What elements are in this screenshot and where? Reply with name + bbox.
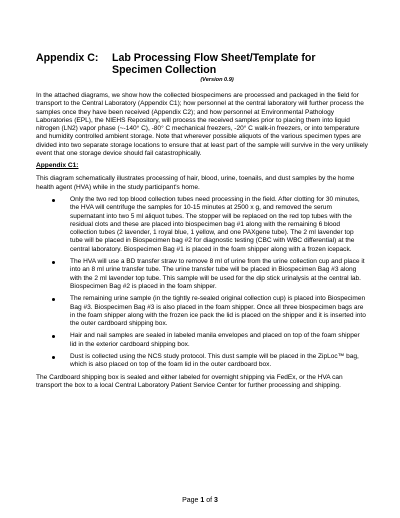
bullet-icon bbox=[52, 298, 55, 301]
list-item-text: Hair and nail samples are sealed in labeled manila envelopes and placed on top of the foam shipper lid in the exterior cardboard shipping box. bbox=[70, 332, 360, 348]
list-item-text: Only the two red top blood collection tubes need processing in the field. After clotting for 30 minutes, the HVA will centrifuge the samples for 10-15 minutes at 2500 x g, and removed the serum supernatant into two 5 ml aliquot tubes. The stopper will be replaced on the red top tubes with the residual clots and these are placed into biospecimen bag #1 along with the remaining 6 blood collection tubes (2 lavender, 1 royal blue, 1 yellow, and one PAXgene tube). The 2 ml lavender top tube will be placed in Biospecimen bag #2 for diagnostic testing (CBC with WBC differential) at the central laboratory. Biospecimen Bag #1 is placed in the foam shipper along with a frozen icepack. bbox=[70, 195, 360, 253]
footer-middle: of bbox=[204, 497, 215, 504]
section-intro: This diagram schematically illustrates processing of hair, blood, urine, toenails, and dust samples by the home health agent (HVA) while in the study participant's home. bbox=[36, 175, 355, 191]
list-item bbox=[52, 295, 368, 328]
intro-paragraph: In the attached diagrams, we show how the collected biospecimens are processed and packaged in the field for transport to the Central Laboratory (Appendix C1); how personnel at the central laboratory will further process the samples once they have been received (Appendix C2); and how personnel at Environmental Pathology Laboratories (EPL), the NIEHS Repository, will process the received samples prior to placing them into liquid nitrogen (LN2) vapor phase (~-140° C), -80° C mechanical freezers, -20° C walk-in freezers, or into temperature and humidity controlled ambient storage. Note that wherever possible aliquots of the various specimen types are divided into two separate storage locations to ensure that at least part of the sample will survive in the very unlikely event that one storage device should fail catastrophically. bbox=[36, 92, 368, 158]
bullet-icon bbox=[52, 335, 55, 338]
closing-paragraph: The Cardboard shipping box is sealed and either labeled for overnight shipping via FedEx, or the HVA can transport the box to a local Central Laboratory Patient Service Center for further processing and shipping. bbox=[36, 373, 343, 389]
bullet-icon bbox=[52, 199, 55, 202]
page-title: Lab Processing Flow Sheet/Template for Specimen Collection bbox=[112, 52, 316, 76]
footer-prefix: Page bbox=[182, 497, 201, 504]
bullet-icon bbox=[52, 261, 55, 264]
list-item bbox=[52, 332, 368, 349]
total-page-count: 3 bbox=[214, 497, 218, 504]
list-item-text: The remaining urine sample (in the tightly re-sealed original collection cup) is placed into Biospecimen Bag #3. Biospecimen Bag #3 is also placed in the foam shipper. Once all three biospecimen bags are in the foam shipper along with the frozen ice pack the lid is placed on the shipper and it is inserted into the outer cardboard shipping box. bbox=[70, 295, 366, 328]
list-item bbox=[52, 353, 368, 370]
page-footer bbox=[0, 497, 400, 504]
bullet-list bbox=[36, 196, 368, 370]
list-item bbox=[52, 258, 368, 291]
section-heading: Appendix C1: bbox=[36, 162, 79, 170]
current-page-number: 1 bbox=[200, 497, 205, 504]
list-item-text: Dust is collected using the NCS study protocol. This dust sample will be placed in the ZipLoc™ bag, which is also placed on top of the foam lid in the outer cardboard box. bbox=[70, 353, 359, 369]
list-item-text: The HVA will use a BD transfer straw to remove 8 ml of urine from the urine collection cup and place it into an 8 ml urine transfer tube. The urine transfer tube will be placed in Biospecimen Bag #3 along with the 2 ml lavender top tube. This sample will be used for the dip stick urinalysis at the central lab. Biospecimen Bag #2 is placed in the foam shipper. bbox=[70, 258, 365, 290]
version-label: (Version 0.9) bbox=[200, 77, 234, 83]
appendix-label: Appendix C: bbox=[36, 52, 99, 64]
title-block bbox=[36, 52, 368, 76]
bullet-icon bbox=[52, 356, 55, 359]
list-item bbox=[52, 196, 368, 254]
